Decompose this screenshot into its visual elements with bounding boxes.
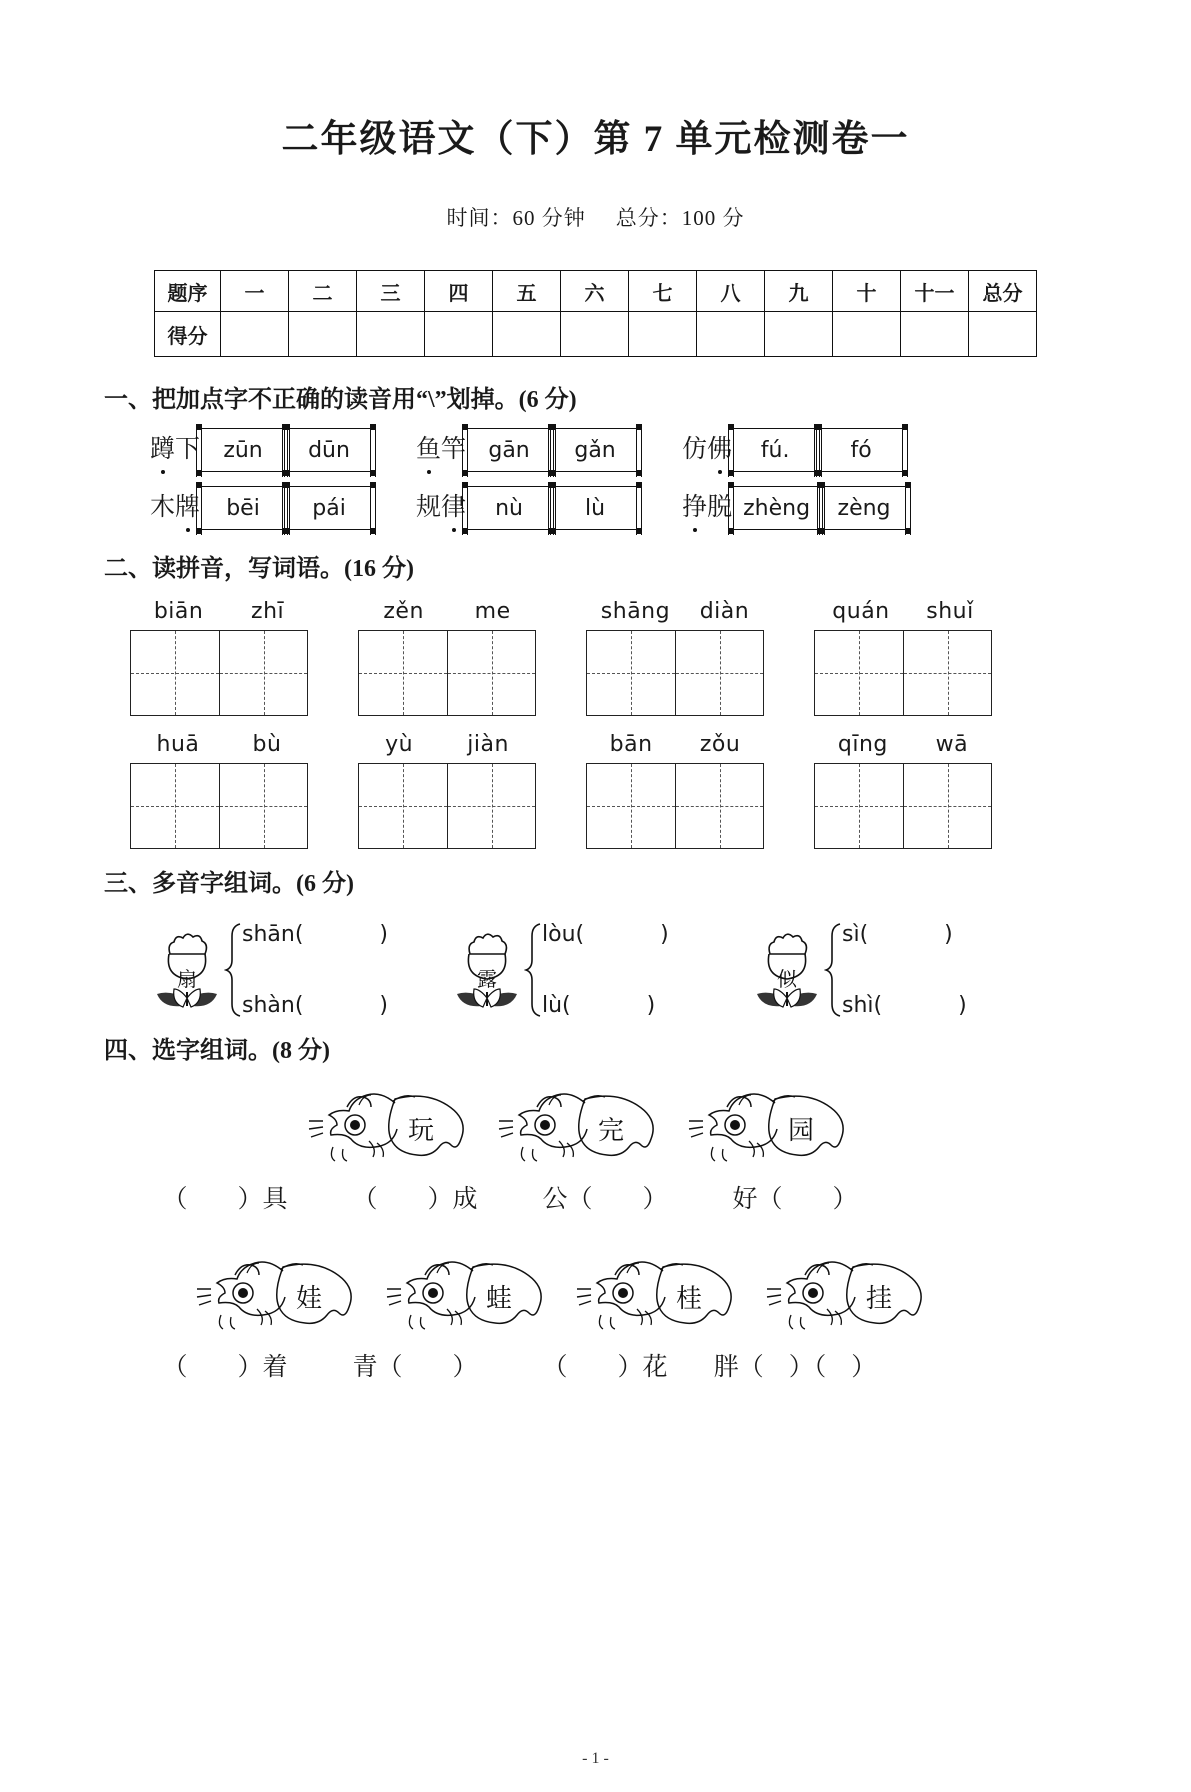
pinyin-option-pair <box>732 486 907 530</box>
reading-line[interactable] <box>242 922 388 947</box>
score-input-9[interactable] <box>765 312 833 357</box>
reading-pinyin: lòu( <box>542 922 585 947</box>
pinyin-text: bēi <box>226 495 260 521</box>
pinyin-text: zèng <box>837 495 891 521</box>
word-label: 木牌 <box>150 487 200 530</box>
frog-icon <box>567 1249 739 1341</box>
frog-character: 蛙 <box>485 1284 513 1313</box>
frog-item <box>480 1081 670 1173</box>
page-title: 二年级语文（下）第 7 单元检测卷一 <box>281 119 910 160</box>
pinyin-choice-item <box>150 486 372 530</box>
frog-item <box>558 1249 748 1341</box>
pinyin-option-pair <box>466 428 638 472</box>
answer-blank[interactable]: （ ）花 <box>542 1354 668 1381</box>
section-one-row-2 <box>150 486 1191 530</box>
pinyin-text: fó <box>850 437 872 463</box>
section-one <box>0 379 1191 530</box>
score-table-wrapper <box>154 270 1037 357</box>
tianzi-cell[interactable] <box>675 764 763 848</box>
frog-row-2 <box>178 1249 1191 1341</box>
word-label: 鱼竿 <box>416 429 466 472</box>
pinyin-choice-item <box>682 486 907 530</box>
answer-blank[interactable]: 胖（ ）（ ） <box>713 1354 877 1381</box>
pinyin-syllable: quán <box>832 599 890 624</box>
answer-blank[interactable]: 好（ ） <box>732 1186 858 1213</box>
frog-item <box>368 1249 558 1341</box>
word-label: 仿佛 <box>682 429 732 472</box>
tianzi-cell[interactable] <box>587 764 675 848</box>
section-three-heading: 三、多音字组词。(6 分) <box>104 871 354 897</box>
reading-close: ) <box>958 993 967 1018</box>
pinyin-syllable: biān <box>153 599 204 624</box>
pinyin-syllable: zǒu <box>699 732 741 757</box>
score-input-5[interactable] <box>493 312 561 357</box>
answer-row-1 <box>130 1179 1191 1215</box>
brace-icon <box>224 922 242 1018</box>
frog-icon <box>377 1249 549 1341</box>
score-col-5: 五 <box>493 271 561 312</box>
exam-meta <box>0 202 1191 232</box>
pinyin-syllable: shāng <box>600 599 671 624</box>
score-col-7: 七 <box>629 271 697 312</box>
pinyin-option-b[interactable] <box>820 428 902 472</box>
write-word-item <box>358 732 586 849</box>
write-word-item <box>814 599 1042 716</box>
tianzi-grid[interactable] <box>814 763 992 849</box>
brace-icon <box>824 922 842 1018</box>
pinyin-option-b[interactable] <box>288 486 370 530</box>
polyphone-item <box>450 922 750 1018</box>
pinyin-syllable: me <box>474 599 511 624</box>
pinyin-syllable: diàn <box>699 599 750 624</box>
flower-character: 露 <box>477 969 497 991</box>
section-two <box>0 548 1191 849</box>
score-input-11[interactable] <box>901 312 969 357</box>
pinyin-syllable: zěn <box>383 599 424 624</box>
pinyin-hint <box>814 599 992 624</box>
score-input-1[interactable] <box>221 312 289 357</box>
pinyin-hint <box>130 599 308 624</box>
tianzi-grid[interactable] <box>130 630 308 716</box>
pinyin-option-pair <box>200 428 372 472</box>
tianzi-cell[interactable] <box>675 631 763 715</box>
score-col-9: 九 <box>765 271 833 312</box>
frog-item <box>178 1249 368 1341</box>
write-word-item <box>586 599 814 716</box>
pinyin-option-a[interactable] <box>202 428 284 472</box>
tianzi-cell[interactable] <box>587 631 675 715</box>
score-col-8: 八 <box>697 271 765 312</box>
pinyin-choice-item <box>416 428 638 472</box>
section-three <box>0 863 1191 1018</box>
score-input-3[interactable] <box>357 312 425 357</box>
section-one-heading: 一、把加点字不正确的读音用“\”划掉。(6 分) <box>104 387 577 413</box>
pinyin-text: fú. <box>760 437 790 463</box>
pinyin-syllable: yù <box>385 732 414 757</box>
pinyin-syllable: shuǐ <box>926 599 974 624</box>
score-col-4: 四 <box>425 271 493 312</box>
tianzi-grid[interactable] <box>130 763 308 849</box>
reading-pinyin: sì( <box>842 922 869 947</box>
pinyin-hint <box>586 599 764 624</box>
section-four-heading: 四、选字组词。(8 分) <box>104 1038 330 1064</box>
reading-close: ) <box>660 922 669 947</box>
reading-line[interactable] <box>842 922 967 947</box>
tianzi-cell[interactable] <box>815 631 903 715</box>
pinyin-syllable: bù <box>252 732 282 757</box>
time-label: 时间：60 分钟 <box>446 206 586 230</box>
reading-close: ) <box>944 922 953 947</box>
frog-item <box>670 1081 860 1173</box>
tianzi-grid[interactable] <box>814 630 992 716</box>
reading-close: ) <box>379 922 389 947</box>
answer-blank[interactable]: （ ）具 <box>162 1186 288 1213</box>
tianzi-grid[interactable] <box>586 763 764 849</box>
section-four <box>0 1030 1191 1383</box>
pinyin-option-a[interactable] <box>734 428 816 472</box>
reading-line[interactable] <box>842 993 967 1018</box>
row-label-question: 题序 <box>155 271 221 312</box>
frog-icon <box>299 1081 471 1173</box>
answer-blank[interactable]: （ ）着 <box>162 1354 288 1381</box>
word-label: 蹲下 <box>150 429 200 472</box>
frog-icon <box>679 1081 851 1173</box>
pinyin-text: zūn <box>223 437 263 463</box>
write-word-item <box>814 732 1042 849</box>
pinyin-hint <box>130 732 308 757</box>
polyphone-item <box>150 922 450 1018</box>
flower-character: 似 <box>777 969 797 991</box>
answer-blank[interactable]: 公（ ） <box>542 1186 668 1213</box>
pinyin-option-a[interactable] <box>468 428 550 472</box>
score-col-2: 二 <box>289 271 357 312</box>
reading-pinyin: shì( <box>842 993 883 1018</box>
pinyin-option-pair <box>466 486 638 530</box>
tianzi-cell[interactable] <box>359 764 447 848</box>
answer-row-2 <box>130 1347 1191 1383</box>
reading-line[interactable] <box>542 922 669 947</box>
table-row-scores <box>155 312 1037 357</box>
tianzi-cell[interactable] <box>815 764 903 848</box>
reading-pinyin: lù( <box>542 993 571 1018</box>
tianzi-cell[interactable] <box>219 631 307 715</box>
tianzi-cell[interactable] <box>359 631 447 715</box>
frog-character: 桂 <box>675 1284 703 1313</box>
pinyin-option-b[interactable] <box>554 428 636 472</box>
polyphone-readings <box>242 922 388 1018</box>
pinyin-option-pair <box>200 486 372 530</box>
section-three-items <box>150 922 1191 1018</box>
pinyin-option-a[interactable] <box>734 486 819 530</box>
reading-pinyin: shān( <box>242 922 304 947</box>
tianzi-cell[interactable] <box>131 764 219 848</box>
frog-item <box>290 1081 480 1173</box>
pinyin-option-b[interactable] <box>823 486 905 530</box>
pinyin-text: nù <box>495 495 523 521</box>
pinyin-text: pái <box>312 495 346 521</box>
score-input-7[interactable] <box>629 312 697 357</box>
tianzi-cell[interactable] <box>219 764 307 848</box>
pinyin-option-b[interactable] <box>554 486 636 530</box>
pinyin-text: gǎn <box>574 437 616 463</box>
flower-character: 扇 <box>177 969 197 991</box>
brace-icon <box>524 922 542 1018</box>
tianzi-grid[interactable] <box>358 763 536 849</box>
pinyin-syllable: wā <box>935 732 969 757</box>
tianzi-cell[interactable] <box>903 764 991 848</box>
score-col-11: 十一 <box>901 271 969 312</box>
section-two-row-2 <box>130 732 1191 849</box>
pinyin-syllable: qīng <box>837 732 888 757</box>
polyphone-item <box>750 922 1050 1018</box>
reading-line[interactable] <box>242 993 388 1018</box>
score-input-8[interactable] <box>697 312 765 357</box>
reading-close: ) <box>646 993 656 1018</box>
flower-icon <box>150 924 224 1016</box>
score-col-6: 六 <box>561 271 629 312</box>
flower-icon <box>450 924 524 1016</box>
answer-blank[interactable]: 青（ ） <box>352 1354 478 1381</box>
score-input-2[interactable] <box>289 312 357 357</box>
pinyin-option-b[interactable] <box>288 428 370 472</box>
section-one-row-1 <box>150 428 1191 472</box>
tianzi-cell[interactable] <box>131 631 219 715</box>
frog-character: 娃 <box>295 1284 323 1313</box>
pinyin-option-pair <box>732 428 904 472</box>
frog-icon <box>489 1081 661 1173</box>
frog-character: 挂 <box>865 1284 893 1313</box>
pinyin-hint <box>586 732 764 757</box>
tianzi-cell[interactable] <box>447 764 535 848</box>
write-word-item <box>130 732 358 849</box>
score-col-total: 总分 <box>969 271 1037 312</box>
section-two-heading: 二、读拼音，写词语。(16 分) <box>104 556 414 582</box>
score-input-6[interactable] <box>561 312 629 357</box>
pinyin-syllable: zhī <box>251 599 285 624</box>
page-number: - 1 - <box>582 1750 609 1767</box>
score-col-3: 三 <box>357 271 425 312</box>
score-input-total[interactable] <box>969 312 1037 357</box>
answer-blank[interactable]: （ ）成 <box>352 1186 478 1213</box>
pinyin-text: gān <box>488 437 530 463</box>
pinyin-hint <box>358 732 536 757</box>
pinyin-choice-item <box>682 428 904 472</box>
pinyin-hint <box>814 732 992 757</box>
row-label-score: 得分 <box>155 312 221 357</box>
tianzi-cell[interactable] <box>447 631 535 715</box>
frog-item <box>748 1249 938 1341</box>
polyphone-readings <box>842 922 967 1018</box>
frog-character: 玩 <box>407 1116 435 1145</box>
write-word-item <box>130 599 358 716</box>
pinyin-text: zhèng <box>743 495 811 521</box>
pinyin-text: lù <box>585 495 606 521</box>
score-input-4[interactable] <box>425 312 493 357</box>
write-word-item <box>358 599 586 716</box>
pinyin-syllable: bān <box>609 732 653 757</box>
table-row-question-numbers <box>155 271 1037 312</box>
pinyin-option-a[interactable] <box>202 486 284 530</box>
polyphone-readings <box>542 922 669 1018</box>
worksheet-page <box>0 108 1191 1792</box>
reading-pinyin: shàn( <box>242 993 304 1018</box>
score-input-10[interactable] <box>833 312 901 357</box>
pinyin-choice-item <box>416 486 638 530</box>
frog-icon <box>187 1249 359 1341</box>
frog-character: 完 <box>597 1116 625 1145</box>
pinyin-choice-item <box>150 428 372 472</box>
score-col-10: 十 <box>833 271 901 312</box>
pinyin-syllable: jiàn <box>467 732 509 757</box>
flower-icon <box>750 924 824 1016</box>
pinyin-text: dūn <box>308 437 350 463</box>
tianzi-cell[interactable] <box>903 631 991 715</box>
score-table <box>154 270 1037 357</box>
score-col-1: 一 <box>221 271 289 312</box>
pinyin-option-a[interactable] <box>468 486 550 530</box>
pinyin-hint <box>358 599 536 624</box>
frog-icon <box>757 1249 929 1341</box>
pinyin-syllable: huā <box>156 732 200 757</box>
frog-character: 园 <box>787 1116 815 1145</box>
write-word-item <box>586 732 814 849</box>
frog-row-1 <box>290 1081 1191 1173</box>
total-score-label: 总分：100 分 <box>615 206 745 230</box>
reading-line[interactable] <box>542 993 669 1018</box>
tianzi-grid[interactable] <box>358 630 536 716</box>
tianzi-grid[interactable] <box>586 630 764 716</box>
reading-close: ) <box>379 993 389 1018</box>
word-label: 规律 <box>416 487 466 530</box>
section-two-row-1 <box>130 599 1191 716</box>
word-label: 挣脱 <box>682 487 732 530</box>
